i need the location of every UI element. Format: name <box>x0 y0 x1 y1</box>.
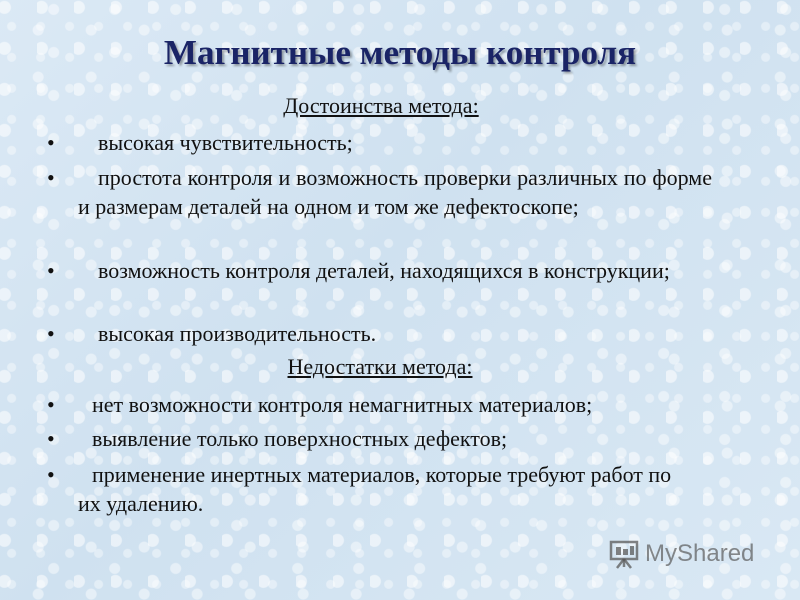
advantage-text: высокая производительность. <box>98 321 377 346</box>
slide-title: Магнитные методы контроля <box>163 33 637 72</box>
bullet-icon: • <box>47 165 55 190</box>
advantage-text: высокая чувствительность; <box>98 130 353 155</box>
disadvantage-text: выявление только поверхностных дефектов; <box>92 426 508 451</box>
bullet-icon: • <box>47 426 55 451</box>
bullet-icon: • <box>47 392 55 417</box>
disadvantage-text: применение инертных материалов, которые требуют работ по их удалению. <box>78 462 672 516</box>
disadvantages-heading: Недостатки метода: <box>287 354 473 379</box>
advantages-heading: Достоинства метода: <box>283 93 479 118</box>
bullet-icon: • <box>47 130 55 155</box>
advantage-item <box>78 128 712 157</box>
bullet-icon: • <box>47 321 55 346</box>
advantage-text: простота контроля и возможность проверки различных по форме и размерам деталей на одном и том же дефектоскопе; <box>78 165 712 219</box>
advantage-item <box>78 256 712 285</box>
advantage-text: возможность контроля деталей, находящихся в конструкции; <box>98 258 670 283</box>
disadvantage-text: нет возможности контроля немагнитных материалов; <box>92 392 593 417</box>
disadvantage-item <box>78 424 712 453</box>
advantage-item <box>78 319 712 348</box>
advantage-item <box>78 163 712 221</box>
bullet-icon: • <box>47 258 55 283</box>
bullet-icon: • <box>47 462 55 487</box>
disadvantage-item <box>78 390 712 419</box>
disadvantage-item <box>78 460 698 518</box>
watermark <box>607 537 754 571</box>
presentation-board-icon <box>607 537 641 571</box>
watermark-text: MyShared <box>645 540 755 567</box>
